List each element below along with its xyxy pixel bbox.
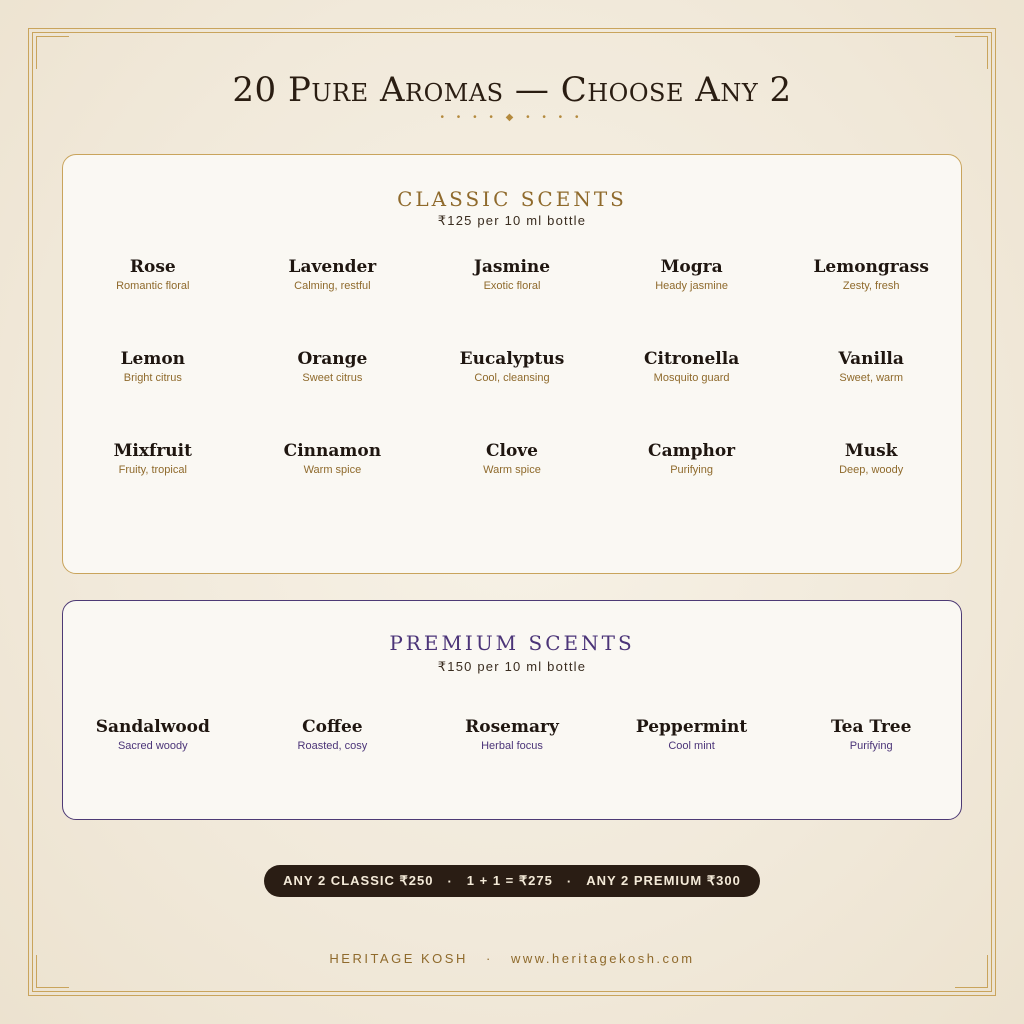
scent-desc: Herbal focus — [481, 740, 543, 752]
page-title: 20 Pure Aromas — Choose Any 2 — [232, 70, 792, 110]
offer-separator: · — [447, 873, 453, 889]
scent-item — [422, 441, 602, 533]
scent-name: Coffee — [302, 717, 363, 737]
scent-desc: Warm spice — [483, 464, 541, 476]
scent-item — [602, 257, 782, 349]
scent-name: Eucalyptus — [459, 349, 565, 369]
scent-item — [602, 349, 782, 441]
offer-classic: ANY 2 CLASSIC ₹250 — [283, 873, 434, 888]
scent-name: Musk — [844, 441, 898, 461]
scent-name: Jasmine — [473, 257, 551, 277]
scent-name: Peppermint — [635, 717, 748, 737]
scent-name: Mixfruit — [113, 441, 192, 461]
scent-name: Lemon — [120, 349, 186, 369]
scent-desc: Zesty, fresh — [842, 280, 900, 292]
scent-name: Camphor — [648, 441, 736, 461]
premium-price: ₹150 per 10 ml bottle — [437, 659, 587, 674]
footer — [0, 951, 1024, 966]
premium-scents-panel — [62, 600, 962, 820]
scent-desc: Sweet citrus — [302, 372, 363, 384]
classic-title: CLASSIC SCENTS — [397, 187, 627, 211]
corner-ornament — [955, 36, 988, 69]
scent-desc: Deep, woody — [839, 464, 904, 476]
scent-name: Citronella — [643, 349, 740, 369]
corner-ornament — [36, 36, 69, 69]
offer-mixed: 1 + 1 = ₹275 — [466, 873, 553, 888]
scent-desc: Warm spice — [303, 464, 362, 476]
scent-desc: Heady jasmine — [655, 280, 728, 292]
offer-premium: ANY 2 PREMIUM ₹300 — [586, 873, 741, 888]
scent-item — [781, 257, 961, 349]
scent-name: Clove — [485, 441, 538, 461]
classic-price: ₹125 per 10 ml bottle — [437, 213, 587, 228]
scent-item — [781, 349, 961, 441]
classic-scents-panel — [62, 154, 962, 574]
title-ornament: • • • • ◆ • • • • — [440, 112, 584, 123]
scent-desc: Roasted, cosy — [297, 740, 368, 752]
scent-desc: Sweet, warm — [839, 372, 903, 384]
scent-item — [781, 441, 961, 533]
scent-desc: Sacred woody — [117, 740, 188, 752]
scent-desc: Bright citrus — [123, 372, 182, 384]
scent-desc: Cool mint — [668, 740, 715, 752]
scent-name: Sandalwood — [95, 717, 210, 737]
scent-desc: Purifying — [849, 740, 893, 752]
scent-desc: Cool, cleansing — [474, 372, 550, 384]
scent-item — [243, 717, 423, 777]
scent-name: Lemongrass — [813, 257, 929, 277]
scent-item — [243, 441, 423, 533]
scent-item — [602, 717, 782, 777]
scent-desc: Fruity, tropical — [118, 464, 187, 476]
scent-desc: Romantic floral — [116, 280, 190, 292]
scent-name: Vanilla — [838, 349, 904, 369]
scent-name: Rose — [129, 257, 176, 277]
scent-item — [63, 349, 243, 441]
scent-name: Cinnamon — [283, 441, 382, 461]
scent-item — [602, 441, 782, 533]
offer-banner — [264, 865, 760, 897]
footer-separator: · — [485, 951, 493, 966]
scent-name: Tea Tree — [830, 717, 912, 737]
scent-name: Mogra — [660, 257, 723, 277]
scent-item — [243, 257, 423, 349]
premium-scent-grid — [63, 717, 961, 777]
scent-item — [781, 717, 961, 777]
scent-item — [422, 257, 602, 349]
premium-title: PREMIUM SCENTS — [389, 631, 635, 655]
scent-item — [63, 257, 243, 349]
scent-name: Lavender — [288, 257, 377, 277]
brand-name: HERITAGE KOSH — [329, 951, 468, 966]
scent-name: Orange — [297, 349, 368, 369]
scent-item — [63, 441, 243, 533]
scent-item — [422, 717, 602, 777]
scent-desc: Purifying — [670, 464, 713, 476]
scent-item — [63, 717, 243, 777]
scent-item — [422, 349, 602, 441]
classic-scent-grid — [63, 257, 961, 533]
offer-separator: · — [566, 873, 573, 889]
scent-item — [243, 349, 423, 441]
scent-desc: Mosquito guard — [653, 372, 730, 384]
scent-name: Rosemary — [465, 717, 559, 737]
scent-desc: Calming, restful — [294, 280, 371, 292]
website-link[interactable]: www.heritagekosh.com — [510, 951, 695, 966]
scent-desc: Exotic floral — [483, 280, 541, 292]
